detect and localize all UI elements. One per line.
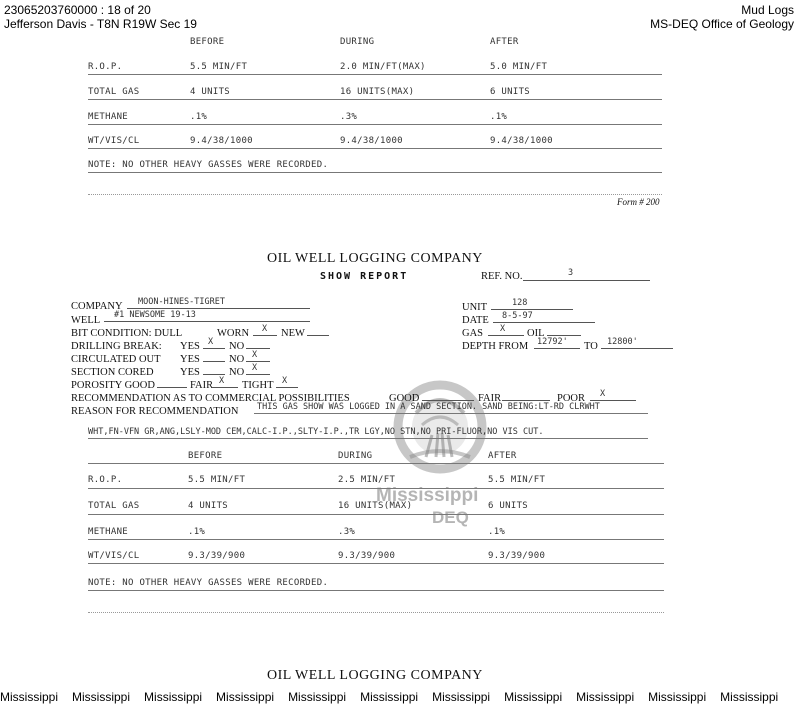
unit-field bbox=[491, 299, 573, 310]
col-header-before: BEFORE bbox=[188, 451, 223, 461]
divider bbox=[88, 539, 664, 540]
row-label: R.O.P. bbox=[88, 475, 123, 485]
circulated-no-mark: X bbox=[252, 350, 258, 360]
row-during: 9.4/38/1000 bbox=[340, 136, 403, 146]
header-right bbox=[650, 3, 794, 31]
porosity-tight-mark: X bbox=[282, 376, 288, 386]
porosity-fair-label: FAIR bbox=[190, 380, 214, 391]
document-source: MS-DEQ Office of Geology bbox=[650, 17, 794, 31]
porosity-tight-label: TIGHT bbox=[242, 380, 274, 391]
rec-good-label: GOOD bbox=[389, 393, 420, 404]
rec-fair-label: FAIR bbox=[478, 393, 502, 404]
divider bbox=[88, 172, 662, 173]
row-after: 9.4/38/1000 bbox=[490, 136, 553, 146]
row-before: 4 UNITS bbox=[190, 87, 231, 97]
footer-watermark-word: Mississippi bbox=[360, 690, 419, 704]
circulated-label: CIRCULATED OUT bbox=[71, 354, 161, 365]
row-before: 5.5 MIN/FT bbox=[188, 475, 246, 485]
circulated-no-label: NO bbox=[229, 354, 245, 365]
porosity-fair-field bbox=[212, 377, 238, 388]
row-label: TOTAL GAS bbox=[88, 87, 140, 97]
divider bbox=[88, 488, 664, 489]
gas-label: GAS bbox=[462, 328, 484, 339]
row-label: R.O.P. bbox=[88, 62, 123, 72]
divider bbox=[88, 590, 664, 591]
date-label: DATE bbox=[462, 315, 489, 326]
document-type: Mud Logs bbox=[741, 3, 794, 17]
row-before: 9.4/38/1000 bbox=[190, 136, 253, 146]
row-after: .1% bbox=[490, 112, 508, 122]
drilling-no-field bbox=[246, 338, 270, 349]
document-location: Jefferson Davis - T8N R19W Sec 19 bbox=[4, 17, 197, 31]
footer-watermark-word: Mississippi bbox=[432, 690, 491, 704]
next-company-title: OIL WELL LOGGING COMPANY bbox=[267, 668, 483, 683]
col-header-during: DURING bbox=[338, 451, 373, 461]
row-during: .3% bbox=[340, 112, 358, 122]
watermark-line2: DEQ bbox=[432, 508, 469, 527]
footer-watermark-word: Mississippi bbox=[288, 690, 347, 704]
row-label: TOTAL GAS bbox=[88, 501, 140, 511]
row-after: 6 UNITS bbox=[490, 87, 531, 97]
show-report-title: SHOW REPORT bbox=[320, 271, 409, 282]
bit-worn-label: WORN bbox=[217, 328, 250, 339]
bit-new-label: NEW bbox=[281, 328, 305, 339]
row-after: 6 UNITS bbox=[488, 501, 529, 511]
row-label: METHANE bbox=[88, 527, 129, 537]
ref-no-value: 3 bbox=[568, 268, 574, 278]
section-cored-label: SECTION CORED bbox=[71, 367, 154, 378]
col-header-after: AFTER bbox=[488, 451, 517, 461]
row-label: WT/VIS/CL bbox=[88, 551, 140, 561]
drilling-yes-mark: X bbox=[208, 337, 214, 347]
col-header-after: AFTER bbox=[490, 37, 519, 47]
report-note: NOTE: NO OTHER HEAVY GASSES WERE RECORDED. bbox=[88, 578, 329, 588]
row-during: .3% bbox=[338, 527, 356, 537]
drilling-no-label: NO bbox=[229, 341, 245, 352]
oil-field bbox=[547, 325, 581, 336]
drilling-break-label: DRILLING BREAK: bbox=[71, 341, 162, 352]
gas-mark: X bbox=[500, 324, 506, 334]
depth-to-label: TO bbox=[584, 341, 598, 352]
row-during: 2.0 MIN/FT(MAX) bbox=[340, 62, 426, 72]
section-yes-label: YES bbox=[180, 367, 200, 378]
divider bbox=[254, 413, 648, 414]
col-header-during: DURING bbox=[340, 37, 375, 47]
depth-from-value: 12792' bbox=[537, 337, 568, 347]
row-during: 9.3/39/900 bbox=[338, 551, 396, 561]
footer-watermark-word: Mississippi bbox=[576, 690, 635, 704]
reason-label: REASON FOR RECOMMENDATION bbox=[71, 406, 239, 417]
gas-field bbox=[488, 325, 524, 336]
footer-watermark-word: Mississippi bbox=[648, 690, 707, 704]
row-label: METHANE bbox=[88, 112, 129, 122]
company-label: COMPANY bbox=[71, 301, 123, 312]
porosity-label: POROSITY GOOD bbox=[71, 380, 155, 391]
circulated-yes-label: YES bbox=[180, 354, 200, 365]
divider bbox=[88, 514, 664, 515]
circulated-no-field bbox=[246, 351, 270, 362]
row-during: 16 UNITS(MAX) bbox=[340, 87, 415, 97]
divider bbox=[88, 99, 662, 100]
divider bbox=[88, 612, 664, 613]
circulated-yes-field bbox=[203, 351, 225, 362]
footer-watermark-word: Mississippi bbox=[72, 690, 131, 704]
date-value: 8-5-97 bbox=[502, 311, 533, 321]
divider bbox=[88, 124, 662, 125]
divider bbox=[88, 74, 662, 75]
form-number: Form # 200 bbox=[617, 197, 660, 207]
report-note: NOTE: NO OTHER HEAVY GASSES WERE RECORDED. bbox=[88, 160, 329, 170]
oil-label: OIL bbox=[527, 328, 545, 339]
footer-watermark-word: Mississippi bbox=[144, 690, 203, 704]
section-no-field bbox=[246, 364, 270, 375]
recommendation-label: RECOMMENDATION AS TO COMMERCIAL POSSIBILITIES bbox=[71, 393, 350, 404]
section-yes-field bbox=[203, 364, 225, 375]
row-before: 9.3/39/900 bbox=[188, 551, 246, 561]
company-value: MOON-HINES-TIGRET bbox=[138, 297, 225, 307]
watermark-line1: Mississippi bbox=[376, 485, 479, 506]
row-during: 16 UNITS(MAX) bbox=[338, 501, 413, 511]
divider bbox=[88, 194, 662, 195]
depth-from-label: DEPTH FROM bbox=[462, 341, 529, 352]
reason-value-continued: WHT,FN-VFN GR,ANG,LSLY-MOD CEM,CALC-I.P.,SLTY-I.P.,TR LGY,NO STN,NO PRI-FLUOR,NO VIS CUT. bbox=[88, 427, 544, 437]
bit-condition-label: BIT CONDITION: DULL bbox=[71, 328, 183, 339]
row-during: 2.5 MIN/FT bbox=[338, 475, 396, 485]
footer-watermark-word: Mississippi bbox=[720, 690, 779, 704]
footer-watermark-word: Mississippi bbox=[216, 690, 275, 704]
company-title: OIL WELL LOGGING COMPANY bbox=[267, 251, 483, 266]
row-before: .1% bbox=[190, 112, 208, 122]
row-label: WT/VIS/CL bbox=[88, 136, 140, 146]
row-before: 5.5 MIN/FT bbox=[190, 62, 248, 72]
row-after: .1% bbox=[488, 527, 506, 537]
document-id: 23065203760000 : 18 of 20 bbox=[4, 3, 151, 17]
section-no-label: NO bbox=[229, 367, 245, 378]
reason-value: THIS GAS SHOW WAS LOGGED IN A SAND SECTION. SAND BEING:LT-RD CLRWHT bbox=[257, 402, 600, 412]
divider bbox=[88, 463, 664, 464]
drilling-yes-label: YES bbox=[180, 341, 200, 352]
mdeq-logo-icon bbox=[380, 365, 500, 485]
drilling-yes-field bbox=[203, 338, 225, 349]
unit-label: UNIT bbox=[462, 302, 488, 313]
rec-fair-field bbox=[502, 390, 550, 401]
well-label: WELL bbox=[71, 315, 101, 326]
divider bbox=[88, 563, 664, 564]
row-after: 9.3/39/900 bbox=[488, 551, 546, 561]
well-value: #1 NEWSOME 19-13 bbox=[114, 310, 196, 320]
porosity-good-field bbox=[157, 377, 187, 388]
rec-poor-label: POOR bbox=[557, 393, 586, 404]
bit-new-field bbox=[307, 325, 329, 336]
porosity-fair-mark: X bbox=[219, 376, 225, 386]
depth-to-value: 12800' bbox=[607, 337, 638, 347]
rec-poor-mark: X bbox=[600, 389, 606, 399]
unit-value: 128 bbox=[512, 298, 528, 308]
row-after: 5.5 MIN/FT bbox=[488, 475, 546, 485]
footer-watermark-word: Mississippi bbox=[504, 690, 563, 704]
row-before: 4 UNITS bbox=[188, 501, 229, 511]
header-left bbox=[4, 3, 197, 31]
ref-no-label: REF. NO. bbox=[481, 271, 523, 282]
divider bbox=[88, 438, 648, 439]
row-after: 5.0 MIN/FT bbox=[490, 62, 548, 72]
footer-watermark-word: Mississippi bbox=[0, 690, 59, 704]
col-header-before: BEFORE bbox=[190, 37, 225, 47]
divider bbox=[88, 148, 662, 149]
rec-good-field bbox=[422, 390, 474, 401]
footer-watermark-strip bbox=[0, 690, 800, 704]
section-no-mark: X bbox=[252, 363, 258, 373]
ref-no-field bbox=[523, 270, 650, 281]
bit-worn-mark: X bbox=[262, 324, 268, 334]
row-before: .1% bbox=[188, 527, 206, 537]
rec-poor-field bbox=[590, 390, 636, 401]
